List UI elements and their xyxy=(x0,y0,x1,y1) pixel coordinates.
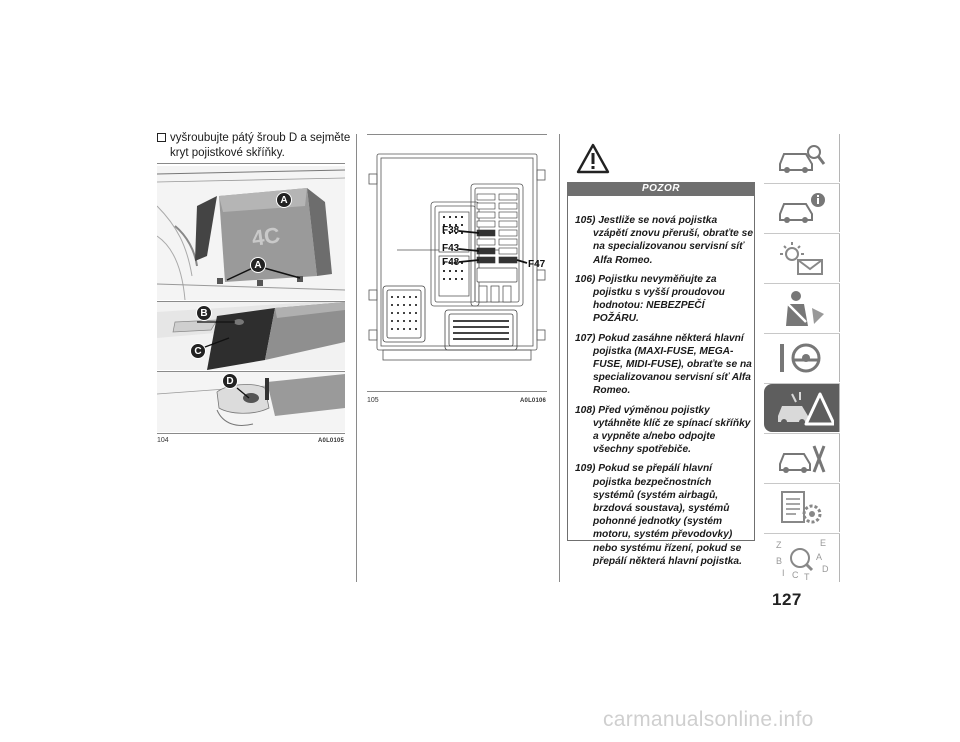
column-divider-left xyxy=(356,134,357,582)
figure-105-bottom-rule xyxy=(367,391,547,392)
figure-104-photo-screws xyxy=(157,302,345,370)
index-letter-a: A xyxy=(816,552,823,562)
figure-104-top-rule xyxy=(157,163,345,164)
car-info-icon xyxy=(774,188,830,228)
svg-text:4C: 4C xyxy=(250,222,282,251)
index-letter-t: T xyxy=(804,572,810,582)
warning-note-109: 109) Pokud se přepálí hlavní pojistka bezpečnostních systémů (systém airbagů, brzdová soustava), systémů pohonné jednotky (systém motoru, systém převodovky) nebo systému řízení, pokud se přepálí některá hlavní pojistka. xyxy=(575,463,742,567)
callout-c: C xyxy=(190,343,206,359)
callout-a-top: A xyxy=(276,192,292,208)
fuse-label-f43: F43 xyxy=(442,243,460,254)
car-breakdown-warning-icon xyxy=(774,388,834,430)
figure-104-number: 104 xyxy=(157,437,169,444)
fuse-label-f47: F47 xyxy=(528,259,546,270)
figure-105-code: A0L0106 xyxy=(520,398,547,404)
instruction-line-1: vyšroubujte pátý šroub D a sejměte xyxy=(170,132,351,144)
steering-wheel-icon xyxy=(774,338,830,378)
car-search-icon xyxy=(774,138,830,178)
figure-104-code: A0L0105 xyxy=(318,438,345,444)
callout-b: B xyxy=(196,305,212,321)
warning-note-105: 105) Jestliže se nová pojistka vzápětí znovu přeruší, obraťte se na specializovanou servisní síť Alfa Romeo. xyxy=(575,215,754,266)
instruction-text xyxy=(157,131,357,161)
index-letter-c: C xyxy=(792,570,799,580)
car-maintenance-tools-icon xyxy=(774,438,830,478)
checkbox-bullet-icon xyxy=(157,133,166,142)
warning-note-108: 108) Před výměnou pojistky vytáhněte klíč ze spínací skříňky a vypněte a/nebo odpojte všechny spotřebiče. xyxy=(575,404,751,456)
tab-car-search[interactable] xyxy=(764,134,840,182)
index-search-icon xyxy=(774,538,834,582)
warning-notes xyxy=(575,214,753,574)
warning-note-106: 106) Pojistku nevyměňujte za pojistku s vyšší proudovou hodnotou: NEBEZPEČÍ POŽÁRU. xyxy=(575,273,725,325)
warning-triangle-icon xyxy=(576,143,610,174)
tab-emergency[interactable] xyxy=(764,384,840,432)
tab-maintenance[interactable] xyxy=(764,434,840,482)
fuse-label-f48: F48 xyxy=(442,257,460,268)
watermark: carmanualsonline.info xyxy=(603,708,814,731)
index-letter-z: Z xyxy=(776,540,782,550)
tab-car-info[interactable] xyxy=(764,184,840,232)
tab-index[interactable] xyxy=(764,534,840,582)
warning-light-message-icon xyxy=(774,238,830,278)
fuse-label-f38: F38 xyxy=(442,225,460,236)
tab-specifications[interactable] xyxy=(764,484,840,532)
specifications-gear-icon xyxy=(774,488,830,528)
figure-104-bottom-rule xyxy=(157,433,345,434)
tab-driving[interactable] xyxy=(764,334,840,382)
index-letter-i: I xyxy=(782,568,785,578)
figure-105-top-rule xyxy=(367,134,547,135)
index-letter-e: E xyxy=(820,538,827,548)
seat-belt-person-icon xyxy=(774,288,830,328)
instruction-line-2: kryt pojistkové skříňky. xyxy=(170,147,285,159)
figure-104-photo-fifth-screw xyxy=(157,372,345,432)
tab-warning-lights[interactable] xyxy=(764,234,840,282)
figure-105-number: 105 xyxy=(367,397,379,404)
index-letter-b: B xyxy=(776,556,783,566)
index-letter-d: D xyxy=(822,564,829,574)
warning-title-bar: POZOR xyxy=(567,182,755,196)
warning-note-107: 107) Pokud zasáhne některá hlavní pojistka (MAXI-FUSE, MEGA-FUSE, MIDI-FUSE), obraťte se na specializovanou servisní síť Alfa Romeo. xyxy=(575,332,752,397)
figure-104-photo-cover xyxy=(157,166,345,300)
tab-safety[interactable] xyxy=(764,284,840,332)
callout-a-bottom: A xyxy=(250,257,266,273)
column-divider-right xyxy=(559,134,560,582)
callout-d: D xyxy=(222,373,238,389)
page-number: 127 xyxy=(772,590,802,609)
